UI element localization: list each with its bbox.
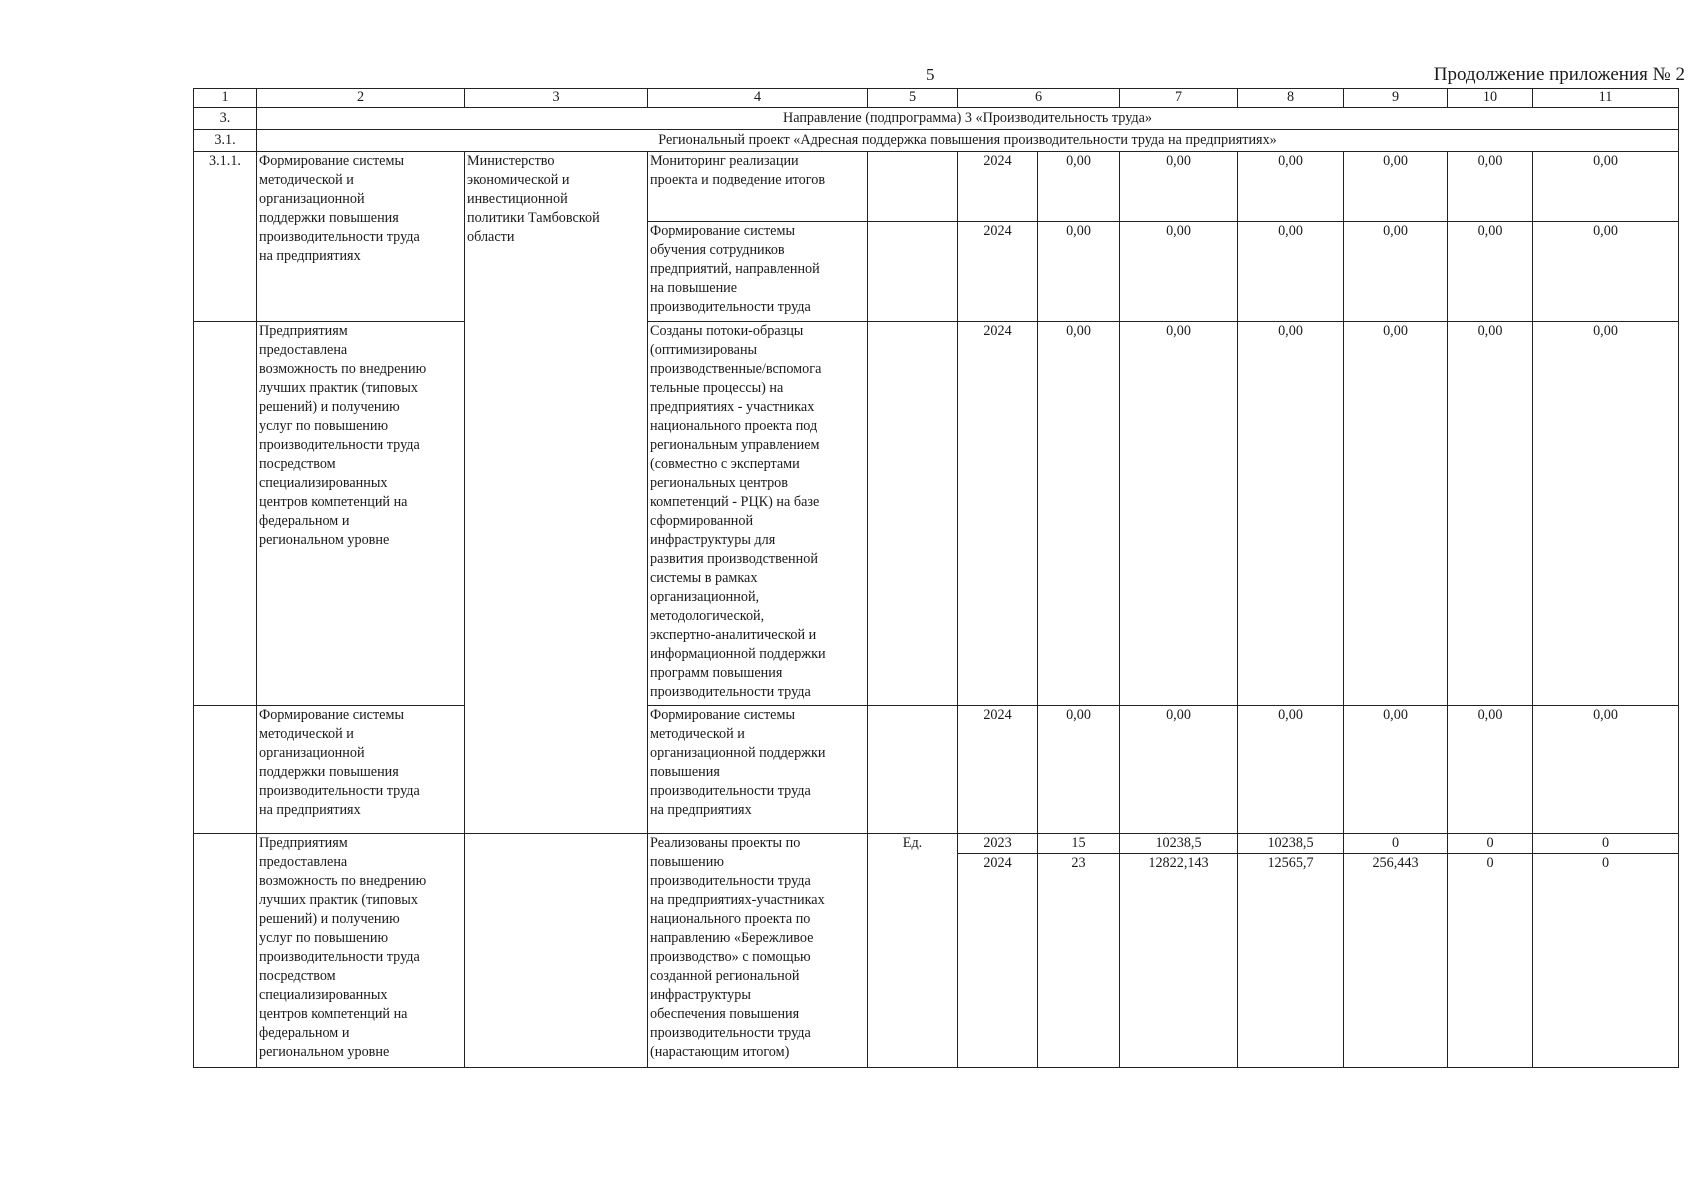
unit-cell [868, 706, 958, 834]
value-cell: 0,00 [1120, 706, 1238, 834]
value-cell: 23 [1038, 854, 1120, 1068]
row-number [194, 322, 257, 706]
unit-cell: Ед. [868, 834, 958, 1068]
value-cell: 0,00 [1120, 222, 1238, 322]
section-number: 3. [194, 108, 257, 130]
project-number: 3.1. [194, 130, 257, 152]
year-cell: 2024 [958, 706, 1038, 834]
value-cell: 12565,7 [1238, 854, 1344, 1068]
column-number: 7 [1120, 89, 1238, 108]
value-cell: 0,00 [1533, 222, 1679, 322]
table-row [194, 322, 1679, 706]
value-cell: 0,00 [1238, 222, 1344, 322]
value-cell: 256,443 [1344, 854, 1448, 1068]
project-row [194, 130, 1679, 152]
value-cell: 0,00 [1038, 322, 1120, 706]
value-cell: 0,00 [1344, 322, 1448, 706]
value-cell: 0 [1533, 834, 1679, 854]
value-cell: 0,00 [1038, 222, 1120, 322]
column-number-row [194, 89, 1679, 108]
value-cell: 0,00 [1448, 706, 1533, 834]
responsible-cell: Министерство экономической и инвестиционной политики Тамбовской области [465, 152, 648, 834]
value-cell: 0,00 [1533, 322, 1679, 706]
section-row [194, 108, 1679, 130]
value-cell: 0,00 [1238, 706, 1344, 834]
value-cell: 0,00 [1344, 222, 1448, 322]
value-cell: 0,00 [1533, 706, 1679, 834]
value-cell: 0,00 [1238, 322, 1344, 706]
row-number [194, 706, 257, 834]
column-number: 10 [1448, 89, 1533, 108]
value-cell: 10238,5 [1120, 834, 1238, 854]
value-cell: 12822,143 [1120, 854, 1238, 1068]
value-cell: 0,00 [1448, 322, 1533, 706]
indicator-cell: Реализованы проекты по повышению производительности труда на предприятиях-участниках национального проекта по направлению «Бережливое производство» с помощью созданной региональной инфраструктуры обеспечения повышения производительности труда (нарастающим итогом) [648, 834, 868, 1068]
table-row [194, 152, 1679, 222]
row-number: 3.1.1. [194, 152, 257, 322]
column-number: 4 [648, 89, 868, 108]
value-cell: 0,00 [1533, 152, 1679, 222]
value-cell: 0,00 [1344, 706, 1448, 834]
year-cell: 2024 [958, 222, 1038, 322]
value-cell: 0,00 [1238, 152, 1344, 222]
value-cell: 10238,5 [1238, 834, 1344, 854]
unit-cell [868, 152, 958, 222]
value-cell: 0 [1533, 854, 1679, 1068]
column-number: 1 [194, 89, 257, 108]
year-cell: 2024 [958, 322, 1038, 706]
value-cell: 0,00 [1120, 152, 1238, 222]
task-cell: Формирование системы методической и организационной поддержки повышения производительности труда на предприятиях [257, 706, 465, 834]
row-number [194, 834, 257, 1068]
column-number: 9 [1344, 89, 1448, 108]
unit-cell [868, 222, 958, 322]
indicator-cell: Формирование системы обучения сотрудников предприятий, направленной на повышение производительности труда [648, 222, 868, 322]
page-number: 5 [926, 65, 935, 84]
year-cell: 2024 [958, 854, 1038, 1068]
column-number: 8 [1238, 89, 1344, 108]
column-number: 11 [1533, 89, 1679, 108]
value-cell: 0,00 [1038, 152, 1120, 222]
responsible-cell [465, 834, 648, 1068]
task-cell: Формирование системы методической и организационной поддержки повышения производительности труда на предприятиях [257, 152, 465, 322]
table-row [194, 834, 1679, 854]
indicator-cell: Мониторинг реализации проекта и подведение итогов [648, 152, 868, 222]
value-cell: 0,00 [1448, 222, 1533, 322]
column-number: 3 [465, 89, 648, 108]
year-cell: 2023 [958, 834, 1038, 854]
column-number: 2 [257, 89, 465, 108]
value-cell: 0 [1448, 854, 1533, 1068]
table-row [194, 706, 1679, 834]
indicator-cell: Созданы потоки-образцы (оптимизированы производственные/вспомога тельные процессы) на предприятиях - участниках национального проекта под региональным управлением (совместно с экспертами региональных центров компетенций - РЦК) на базе сформированной инфраструктуры для развития производственной системы в рамках организационной, методологической, экспертно-аналитической и информационной поддержки программ повышения производительности труда [648, 322, 868, 706]
section-title: Направление (подпрограмма) 3 «Производительность труда» [257, 108, 1679, 130]
year-cell: 2024 [958, 152, 1038, 222]
column-number: 5 [868, 89, 958, 108]
appendix-table [193, 88, 1679, 1068]
value-cell: 0,00 [1120, 322, 1238, 706]
task-cell: Предприятиям предоставлена возможность по внедрению лучших практик (типовых решений) и получению услуг по повышению производительности труда посредством специализированных центров компетенций на федеральном и региональном уровне [257, 834, 465, 1068]
column-number: 6 [958, 89, 1120, 108]
appendix-continuation-label: Продолжение приложения № 2 [1433, 64, 1685, 85]
value-cell: 0 [1448, 834, 1533, 854]
task-cell: Предприятиям предоставлена возможность по внедрению лучших практик (типовых решений) и получению услуг по повышению производительности труда посредством специализированных центров компетенций на федеральном и региональном уровне [257, 322, 465, 706]
project-title: Региональный проект «Адресная поддержка повышения производительности труда на предприятиях» [257, 130, 1679, 152]
value-cell: 0,00 [1344, 152, 1448, 222]
value-cell: 0 [1344, 834, 1448, 854]
value-cell: 15 [1038, 834, 1120, 854]
value-cell: 0,00 [1448, 152, 1533, 222]
unit-cell [868, 322, 958, 706]
value-cell: 0,00 [1038, 706, 1120, 834]
indicator-cell: Формирование системы методической и организационной поддержки повышения производительности труда на предприятиях [648, 706, 868, 834]
